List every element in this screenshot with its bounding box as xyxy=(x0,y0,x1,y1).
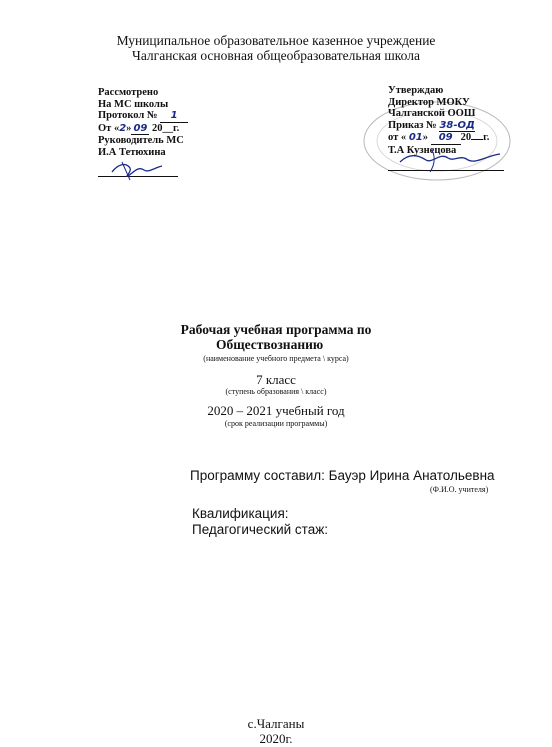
head-of-council-label: Руководитель МС xyxy=(98,135,184,146)
program-subject: Обществознанию xyxy=(216,337,324,352)
month-handwritten: 09 xyxy=(131,123,149,136)
right-signature xyxy=(396,146,506,174)
order-line: Приказ № 38-ОД xyxy=(388,119,475,131)
protocol-line: Протокол № 1 xyxy=(98,110,188,123)
order-date-line: от « 01» 09 20 г. xyxy=(388,132,490,143)
year-caption: (срок реализации программы) xyxy=(224,419,328,428)
school-short-name: Чалганской ООШ xyxy=(388,108,476,119)
reviewed-label: Рассмотрено xyxy=(98,87,159,98)
order-month-handwritten: 09 xyxy=(431,132,461,145)
school-name: Чалганская основная общеобразовательная школа xyxy=(132,48,420,63)
experience-label: Педагогический стаж: xyxy=(192,522,329,537)
protocol-number-handwritten: 1 xyxy=(160,110,188,123)
qualification-label: Квалификация: xyxy=(192,506,289,521)
approved-label: Утверждаю xyxy=(388,85,444,96)
place: с.Чалганы xyxy=(247,716,305,731)
day-handwritten: 2 xyxy=(119,122,127,134)
director-name: Т.А Кузнецова xyxy=(388,144,457,156)
head-of-council-name: И.А Тетюхина xyxy=(98,146,166,158)
author-line: Программу составил: Бауэр Ирина Анатольевна xyxy=(190,468,495,483)
academic-year: 2020 – 2021 учебный год xyxy=(207,403,345,418)
left-signature xyxy=(108,158,168,182)
author-caption: (Ф.И.О. учителя) xyxy=(430,485,489,494)
grade: 7 класс xyxy=(256,372,296,387)
school-type: Муниципальное образовательное казенное учреждение xyxy=(116,33,436,48)
year-footer: 2020г. xyxy=(259,731,293,746)
council-label: На МС школы xyxy=(98,98,169,110)
director-label: Директор МОКУ xyxy=(388,96,470,108)
grade-caption: (ступень образования \ класс) xyxy=(225,387,327,396)
order-number-handwritten: 38-ОД xyxy=(439,119,475,131)
subject-caption: (наименование учебного предмета \ курса) xyxy=(203,354,349,363)
order-day-handwritten: 01 xyxy=(408,132,423,143)
date-line: От «2» 09 20__г. xyxy=(98,122,180,134)
approval-left-block xyxy=(98,87,188,158)
program-title-line1: Рабочая учебная программа по xyxy=(180,322,372,337)
